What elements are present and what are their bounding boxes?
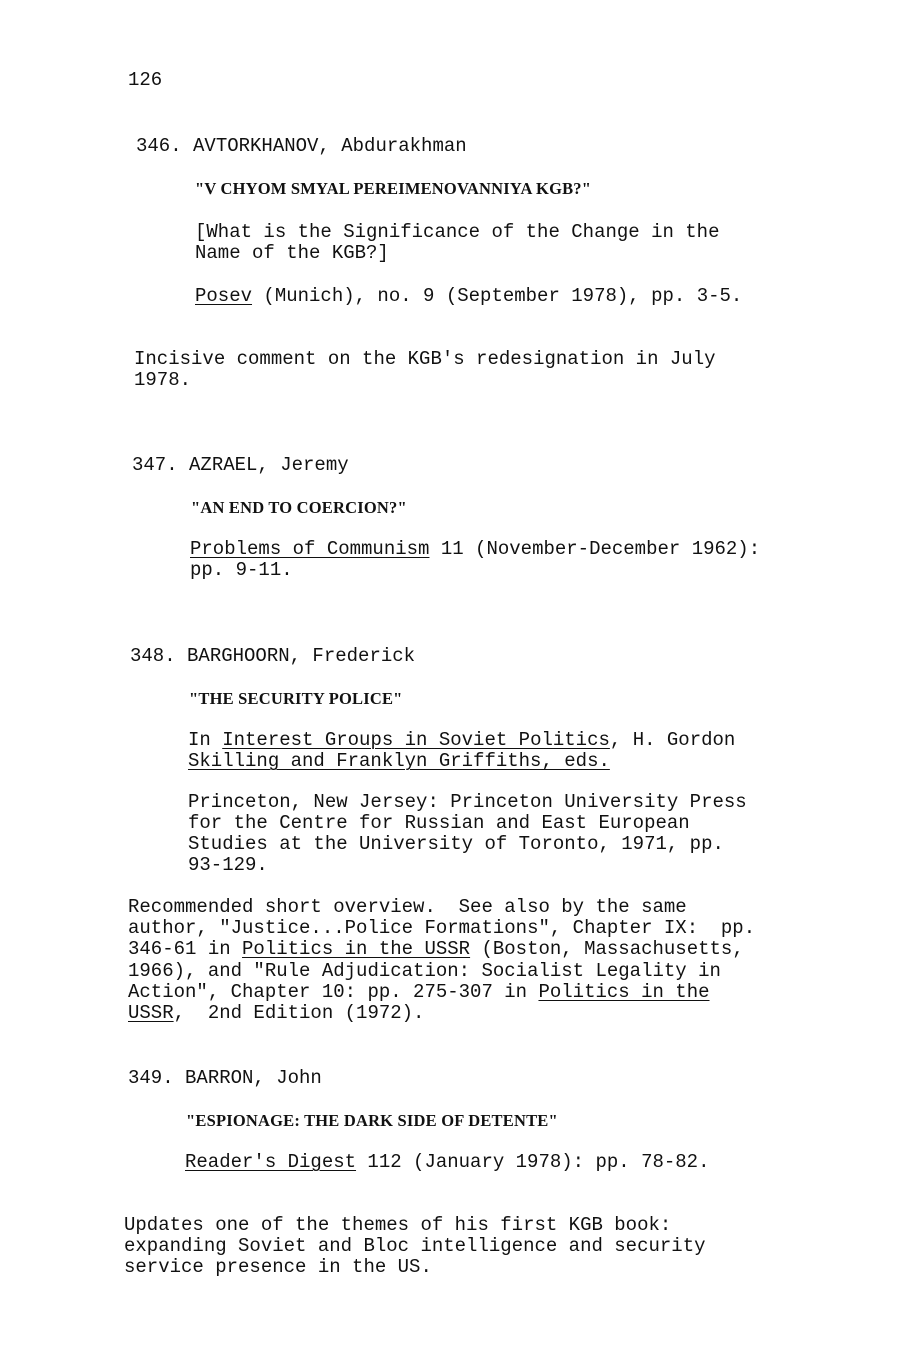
entry-348-annotation-book-1: Politics in the USSR xyxy=(242,938,471,960)
entry-347-journal: Problems of Communism xyxy=(190,538,430,560)
entry-346-annotation-line-2: 1978. xyxy=(134,369,192,391)
page-number: 126 xyxy=(128,69,163,91)
entry-348-annotation-l3-pre: 346-61 in xyxy=(128,938,243,960)
entry-346-translation-line-1: [What is the Significance of the Change in the xyxy=(195,221,720,243)
entry-347-citation-line-1 xyxy=(190,539,760,561)
entry-348-citation-post: , H. Gordon xyxy=(609,729,736,751)
entry-348-editors: Skilling and Franklyn Griffiths, eds. xyxy=(188,750,610,772)
entry-347-title: "AN END TO COERCION?" xyxy=(191,498,407,517)
entry-348-annotation-l3-post: (Boston, Massachusetts, xyxy=(470,938,744,960)
entry-349-citation-rest: 112 (January 1978): pp. 78-82. xyxy=(356,1151,710,1173)
entry-346-annotation-line-1: Incisive comment on the KGB's redesignation in July xyxy=(134,348,716,370)
entry-346-journal: Posev xyxy=(195,285,253,307)
entry-348-publisher-line-2: for the Centre for Russian and East European xyxy=(188,812,690,834)
entry-346-citation xyxy=(195,286,742,308)
entry-349-citation xyxy=(185,1152,710,1174)
entry-348-annotation-book-2-end: USSR xyxy=(128,1002,174,1024)
entry-348-publisher-line-3: Studies at the University of Toronto, 1971, pp. xyxy=(188,833,724,855)
entry-348-annotation-line-6 xyxy=(128,1003,424,1025)
entry-349-title: "ESPIONAGE: THE DARK SIDE OF DETENTE" xyxy=(186,1111,558,1130)
entry-347-heading: 347. AZRAEL, Jeremy xyxy=(132,454,349,476)
entry-346-heading: 346. AVTORKHANOV, Abdurakhman xyxy=(136,135,467,157)
entry-348-annotation-line-5 xyxy=(128,982,710,1004)
entry-348-annotation-line-3 xyxy=(128,939,744,961)
entry-346-translation-line-2: Name of the KGB?] xyxy=(195,242,389,264)
entry-346-citation-rest: (Munich), no. 9 (September 1978), pp. 3-5. xyxy=(252,285,743,307)
entry-349-annotation-line-3: service presence in the US. xyxy=(124,1256,432,1278)
entry-348-annotation-line-4: 1966), and "Rule Adjudication: Socialist Legality in xyxy=(128,960,721,982)
entry-349-heading: 349. BARRON, John xyxy=(128,1067,322,1089)
entry-348-heading: 348. BARGHOORN, Frederick xyxy=(130,645,416,667)
entry-348-citation-prefix: In xyxy=(188,729,223,751)
entry-348-title: "THE SECURITY POLICE" xyxy=(189,689,403,708)
entry-348-book-title: Interest Groups in Soviet Politics xyxy=(222,729,610,751)
entry-347-citation-line-2: pp. 9-11. xyxy=(190,559,293,581)
entry-348-annotation-l5-pre: Action", Chapter 10: pp. 275-307 in xyxy=(128,981,539,1003)
entry-348-citation-line-2 xyxy=(188,751,610,773)
entry-348-annotation-l6-post: , 2nd Edition (1972). xyxy=(173,1002,425,1024)
entry-349-journal: Reader's Digest xyxy=(185,1151,357,1173)
entry-347-citation-rest: 11 (November-December 1962): xyxy=(429,538,761,560)
entry-349-annotation-line-2: expanding Soviet and Bloc intelligence and security xyxy=(124,1235,706,1257)
entry-348-publisher-line-1: Princeton, New Jersey: Princeton University Press xyxy=(188,791,747,813)
entry-348-publisher-line-4: 93-129. xyxy=(188,854,268,876)
entry-346-title: "V CHYOM SMYAL PEREIMENOVANNIYA KGB?" xyxy=(195,179,592,198)
entry-348-annotation-line-2: author, "Justice...Police Formations", Chapter IX: pp. xyxy=(128,917,756,939)
entry-348-citation-line-1 xyxy=(188,730,735,752)
entry-349-annotation-line-1: Updates one of the themes of his first KGB book: xyxy=(124,1214,672,1236)
entry-348-annotation-book-2: Politics in the xyxy=(538,981,710,1003)
entry-348-annotation-line-1: Recommended short overview. See also by the same xyxy=(128,896,687,918)
